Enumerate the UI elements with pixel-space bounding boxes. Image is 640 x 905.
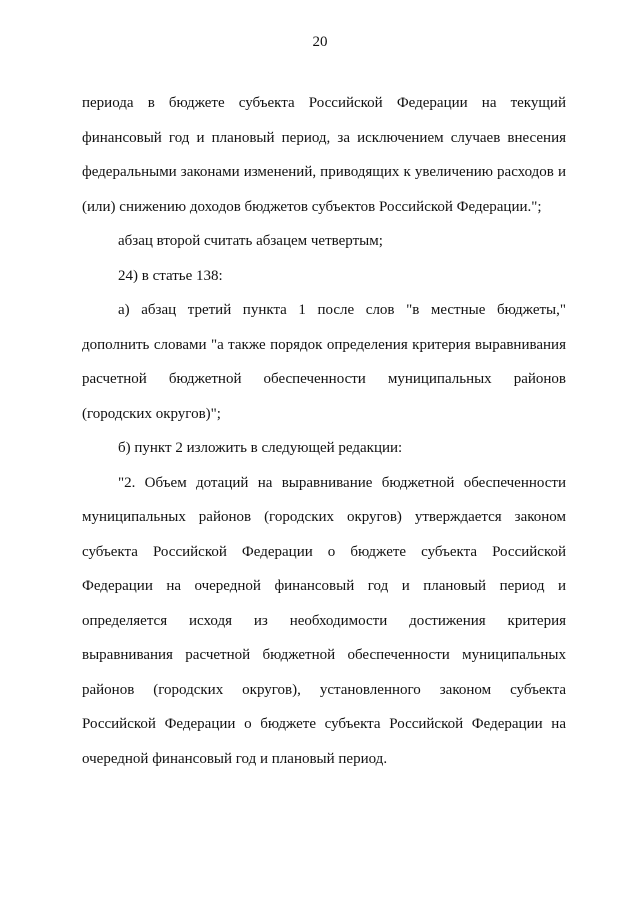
text-line: Российской Федерации о бюджете субъекта Российской Федерации на xyxy=(82,716,566,732)
text-line: (городских округов)"; xyxy=(82,406,221,422)
text-line: муниципальных районов (городских округов) утверждается законом xyxy=(82,509,566,525)
text-line: б) пункт 2 изложить в следующей редакции: xyxy=(118,440,403,456)
page-number: 20 xyxy=(312,34,328,50)
text-line: определяется исходя из необходимости достижения критерия xyxy=(82,613,566,629)
text-line: 24) в статье 138: xyxy=(118,268,223,284)
text-line: дополнить словами "а также порядок определения критерия выравнивания xyxy=(82,337,566,353)
text-line: "2. Объем дотаций на выравнивание бюджетной обеспеченности xyxy=(118,475,566,491)
text-line: очередной финансовый год и плановый период. xyxy=(82,751,388,767)
text-line: федеральными законами изменений, приводящих к увеличению расходов и xyxy=(82,164,566,180)
text-line: Федерации на очередной финансовый год и плановый период и xyxy=(82,578,566,594)
text-line: выравнивания расчетной бюджетной обеспеченности муниципальных xyxy=(82,647,566,663)
text-line: расчетной бюджетной обеспеченности муниципальных районов xyxy=(82,371,566,387)
text-line: финансовый год и плановый период, за исключением случаев внесения xyxy=(82,130,566,146)
text-line: (или) снижению доходов бюджетов субъектов Российской Федерации."; xyxy=(82,199,542,215)
text-line: субъекта Российской Федерации о бюджете субъекта Российской xyxy=(82,544,566,560)
text-line: периода в бюджете субъекта Российской Федерации на текущий xyxy=(82,95,566,111)
text-line: районов (городских округов), установленного законом субъекта xyxy=(82,682,566,698)
text-line: а) абзац третий пункта 1 после слов "в местные бюджеты," xyxy=(118,302,566,318)
text-line: абзац второй считать абзацем четвертым; xyxy=(118,233,383,249)
